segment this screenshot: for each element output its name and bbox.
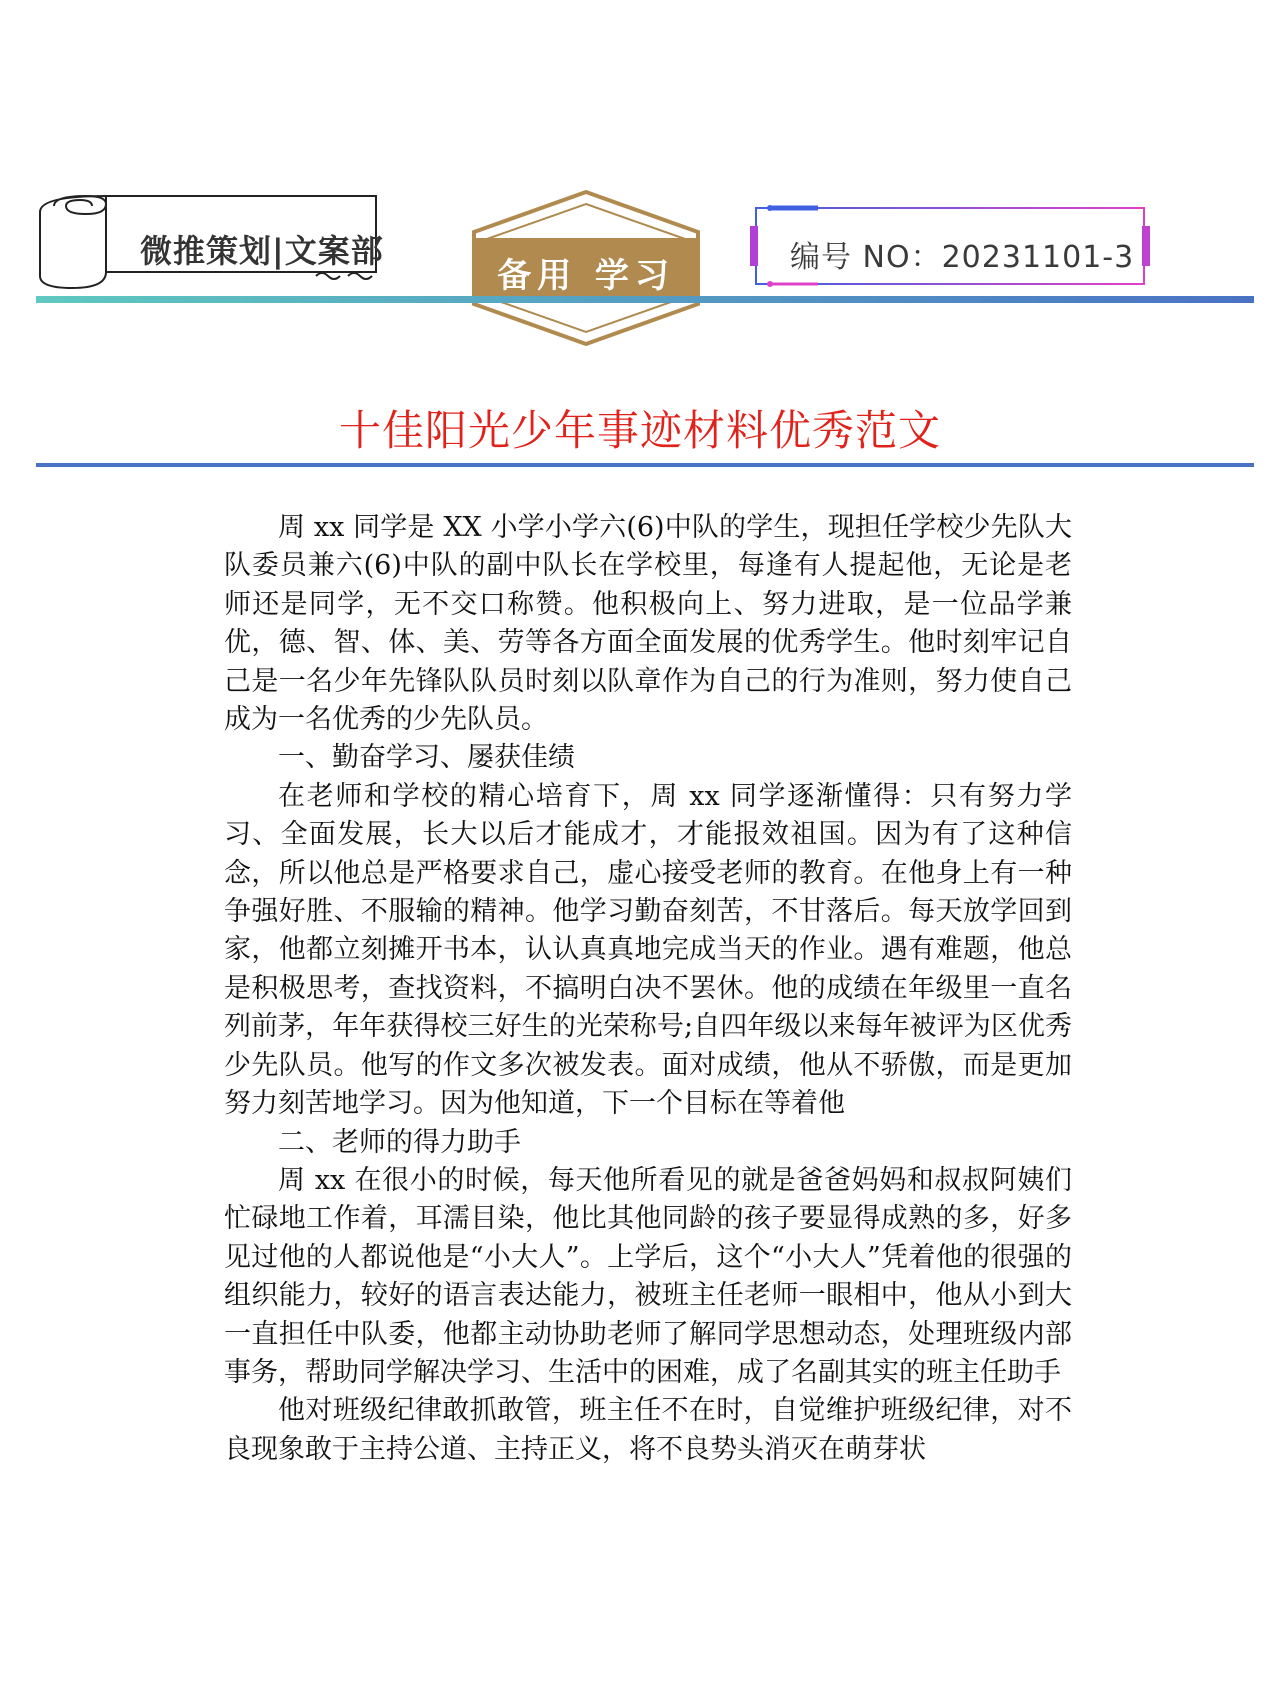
header-divider: [36, 296, 1254, 303]
section-heading: 二、老师的得力助手: [278, 1126, 521, 1158]
paragraph: 周 xx 同学是 XX 小学小学六(6)中队的学生，现担任学校少先队大队委员兼六(6)中队的副中队长在学校里，每逢有人提起他，无论是老师还是同学，无不交口称赞。他积极向上、努力进取，是一位品学兼优，德、智、体、美、劳等各方面全面发展的优秀学生。他时刻牢记自己是一名少年先锋队队员时刻以队章作为自己的行为准则，努力使自己成为一名优秀的少先队员。: [224, 512, 1072, 736]
paragraph: 周 xx 在很小的时候，每天他所看见的就是爸爸妈妈和叔叔阿姨们忙碌地工作着，耳濡目染，他比其他同龄的孩子要显得成熟的多，好多见过他的人都说他是“小大人”。上学后，这个“小大人”凭着他的很强的组织能力，较好的语言表达能力，被班主任老师一眼相中，他从小到大一直担任中队委，他都主动协助老师了解同学思想动态，处理班级内部事务，帮助同学解决学习、生活中的困难，成了名副其实的班主任助手: [224, 1164, 1072, 1388]
title-divider: [36, 463, 1254, 467]
paragraph: 在老师和学校的精心培育下，周 xx 同学逐渐懂得：只有努力学习、全面发展，长大以后才能成才，才能报效祖国。因为有了这种信念，所以他总是严格要求自己，虚心接受老师的教育。在他身上有一种争强好胜、不服输的精神。他学习勤奋刻苦，不甘落后。每天放学回到家，他都立刻摊开书本，认认真真地完成当天的作业。遇有难题，他总是积极思考，查找资料，不搞明白决不罢休。他的成绩在年级里一直名列前茅，年年获得校三好生的光荣称号;自四年级以来每年被评为区优秀少先队员。他写的作文多次被发表。面对成绩，他从不骄傲，而是更加努力刻苦地学习。因为他知道，下一个目标在等着他: [224, 780, 1072, 1120]
page-title: 十佳阳光少年事迹材料优秀范文: [338, 406, 941, 455]
department-label: 微推策划|文案部: [140, 232, 384, 270]
hex-badge-label: 备用 学习: [497, 256, 675, 296]
document-body: [224, 509, 1072, 1469]
paragraph: 他对班级纪律敢抓敢管，班主任不在时，自觉维护班级纪律，对不良现象敢于主持公道、主持正义，将不良势头消灭在萌芽状: [224, 1395, 1072, 1465]
section-heading: 一、勤奋学习、屡获佳绩: [278, 742, 575, 774]
document-number: 编号 NO：20231101-3: [790, 240, 1135, 275]
